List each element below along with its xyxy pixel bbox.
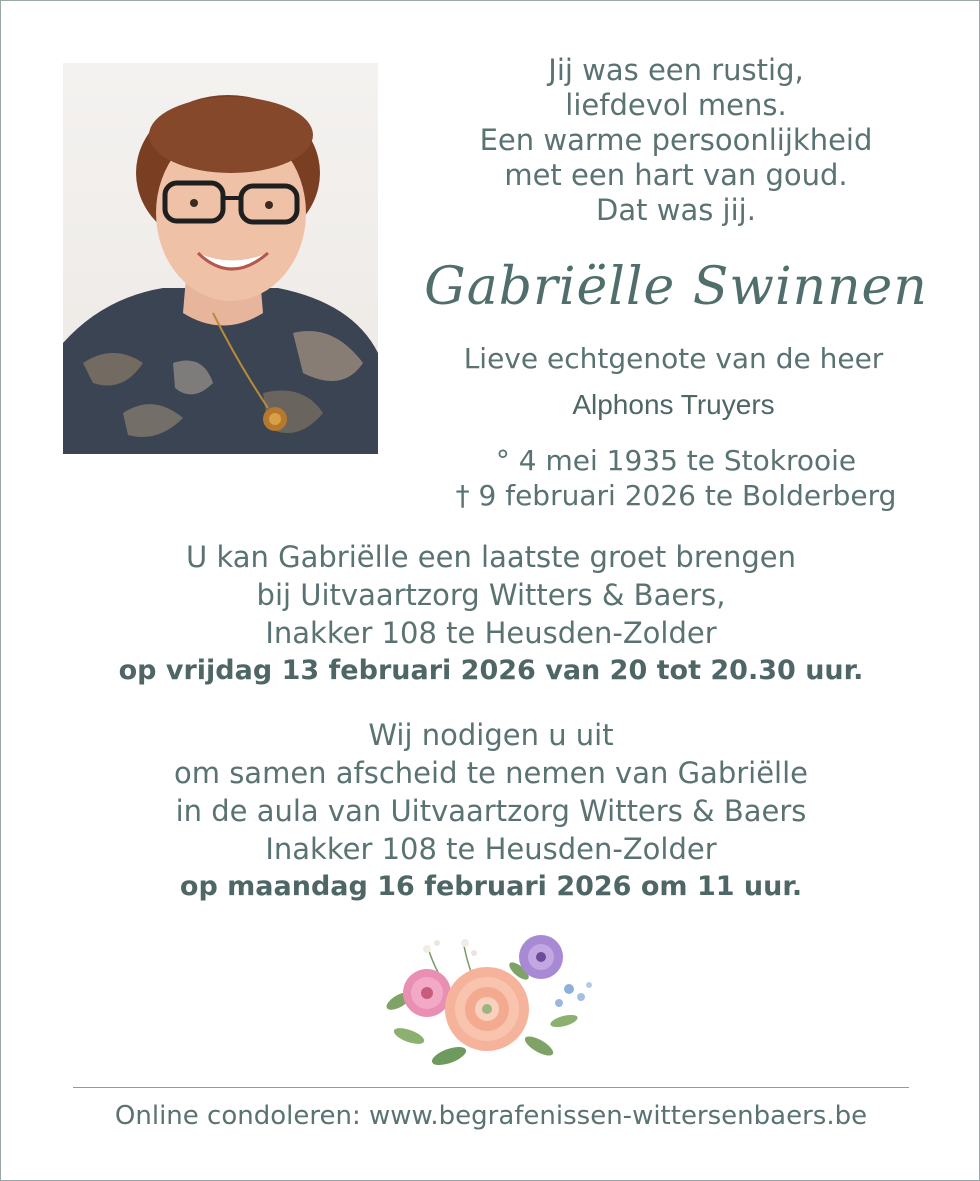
farewell-line: Wij nodigen u uit [368, 718, 614, 752]
poem-line: Dat was jij. [596, 193, 756, 227]
poem-line: met een hart van goud. [504, 158, 848, 192]
poem-line: liefdevol mens. [565, 88, 787, 122]
footer-divider [73, 1087, 909, 1088]
portrait-photo [63, 63, 378, 454]
online-condolence-link[interactable]: Online condoleren: www.begrafenissen-wittersenbaers.be [114, 1101, 868, 1131]
farewell-block [41, 716, 941, 906]
visitation-block [41, 538, 941, 690]
poem-line: Een warme persoonlijkheid [479, 123, 873, 157]
death-date: † 9 februari 2026 te Bolderberg [455, 479, 897, 512]
farewell-line: Inakker 108 te Heusden-Zolder [265, 832, 717, 866]
poem [421, 53, 931, 228]
life-dates [411, 443, 941, 513]
farewell-line: om samen afscheid te nemen van Gabriëlle [173, 756, 809, 790]
flower-bouquet-icon [369, 931, 609, 1079]
visitation-line: U kan Gabriëlle een laatste groet brengen [186, 540, 796, 574]
deceased-name: Gabriëlle Swinnen [424, 257, 928, 317]
spouse-name: Alphons Truyers [572, 389, 775, 420]
farewell-when: op maandag 16 februari 2026 om 11 uur. [179, 871, 803, 902]
birth-date: ° 4 mei 1935 te Stokrooie [495, 444, 857, 477]
visitation-line: Inakker 108 te Heusden-Zolder [265, 616, 717, 650]
poem-line: Jij was een rustig, [548, 53, 804, 87]
farewell-line: in de aula van Uitvaartzorg Witters & Baers [175, 794, 807, 828]
visitation-line: bij Uitvaartzorg Witters & Baers, [256, 578, 726, 612]
spouse-intro: Lieve echtgenote van de heer [463, 342, 884, 375]
visitation-when: op vrijdag 13 februari 2026 van 20 tot 20.30 uur. [118, 655, 864, 686]
